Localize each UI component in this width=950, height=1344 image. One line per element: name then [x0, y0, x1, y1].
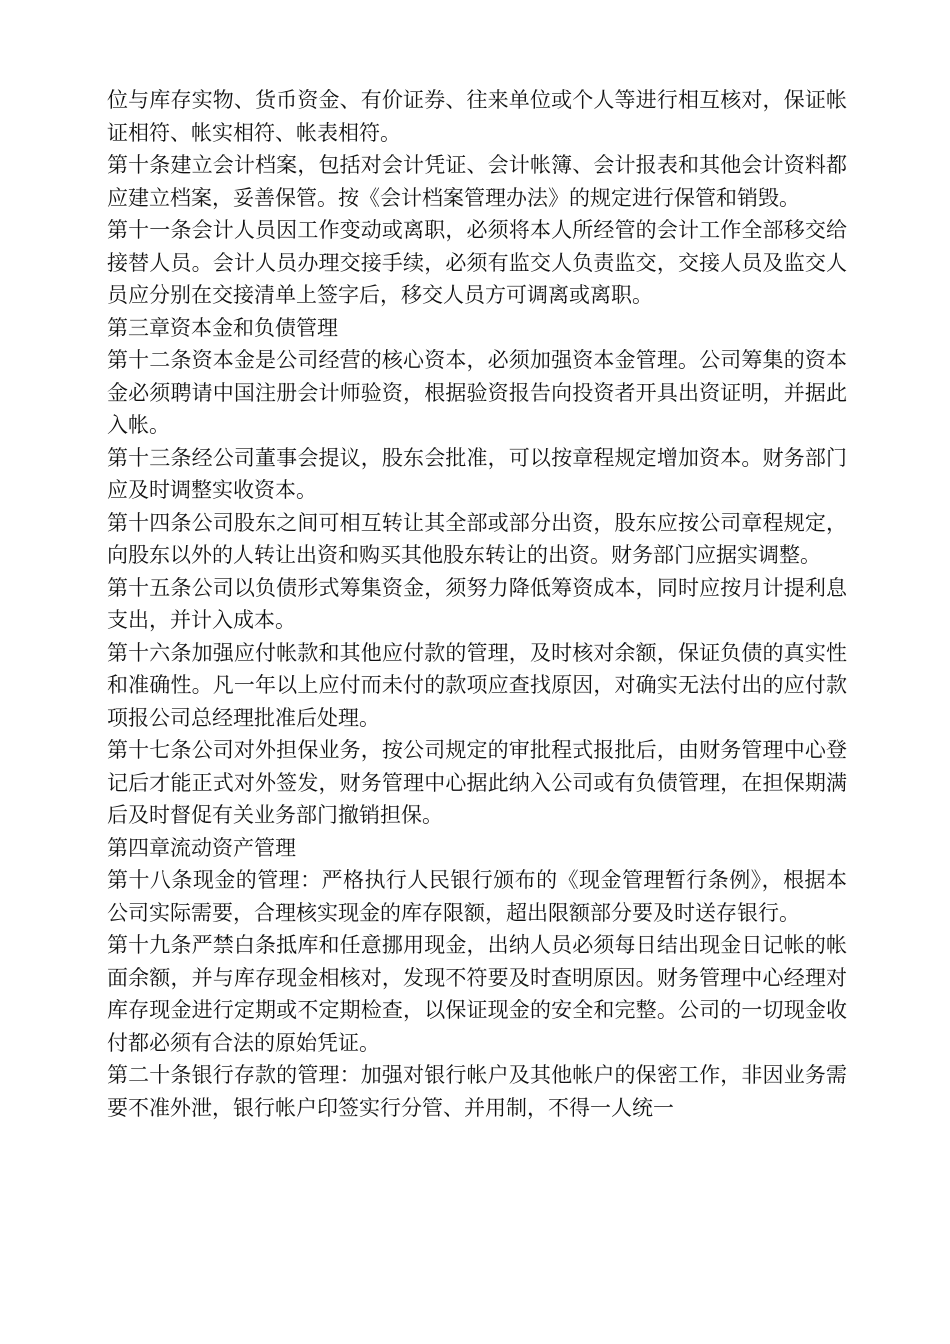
article-19: 第十九条严禁白条抵库和任意挪用现金，出纳人员必须每日结出现金日记帐的帐面余额，并与库存现金相核对，发现不符要及时查明原因。财务管理中心经理对库存现金进行定期或不定期检查，以保证现金的安全和完整。公司的一切现金收付都必须有合法的原始凭证。 — [107, 933, 847, 1055]
article-16: 第十六条加强应付帐款和其他应付款的管理，及时核对余额，保证负债的真实性和准确性。凡一年以上应付而未付的款项应查找原因，对确实无法付出的应付款项报公司总经理批准后处理。 — [107, 640, 847, 730]
article-10: 第十条建立会计档案，包括对会计凭证、会计帐簿、会计报表和其他会计资料都应建立档案，妥善保管。按《会计档案管理办法》的规定进行保管和销毁。 — [107, 153, 847, 210]
chapter-4-heading: 第四章流动资产管理 — [107, 835, 296, 860]
paragraph-continuation: 位与库存实物、货币资金、有价证券、往来单位或个人等进行相互核对，保证帐证相符、帐实相符、帐表相符。 — [107, 88, 847, 145]
article-14: 第十四条公司股东之间可相互转让其全部或部分出资，股东应按公司章程规定，向股东以外的人转让出资和购买其他股东转让的出资。财务部门应据实调整。 — [107, 510, 847, 567]
chapter-3-heading: 第三章资本金和负债管理 — [107, 315, 338, 340]
article-17: 第十七条公司对外担保业务，按公司规定的审批程式报批后，由财务管理中心登记后才能正式对外签发，财务管理中心据此纳入公司或有负债管理，在担保期满后及时督促有关业务部门撤销担保。 — [107, 738, 847, 827]
article-11: 第十一条会计人员因工作变动或离职，必须将本人所经管的会计工作全部移交给接替人员。会计人员办理交接手续，必须有监交人负责监交，交接人员及监交人员应分别在交接清单上签字后，移交人员方可调离或离职。 — [107, 218, 847, 307]
article-13: 第十三条经公司董事会提议，股东会批准，可以按章程规定增加资本。财务部门应及时调整实收资本。 — [107, 445, 847, 502]
article-18: 第十八条现金的管理：严格执行人民银行颁布的《现金管理暂行条例》，根据本公司实际需要，合理核实现金的库存限额，超出限额部分要及时送存银行。 — [107, 868, 847, 925]
article-15: 第十五条公司以负债形式筹集资金，须努力降低筹资成本，同时应按月计提利息支出，并计入成本。 — [107, 575, 847, 632]
article-12: 第十二条资本金是公司经营的核心资本，必须加强资本金管理。公司筹集的资本金必须聘请中国注册会计师验资，根据验资报告向投资者开具出资证明，并据此入帐。 — [107, 348, 847, 437]
article-20: 第二十条银行存款的管理：加强对银行帐户及其他帐户的保密工作，非因业务需要不准外泄，银行帐户印签实行分管、并用制，不得一人统一 — [107, 1063, 847, 1120]
document-body — [107, 84, 847, 1124]
